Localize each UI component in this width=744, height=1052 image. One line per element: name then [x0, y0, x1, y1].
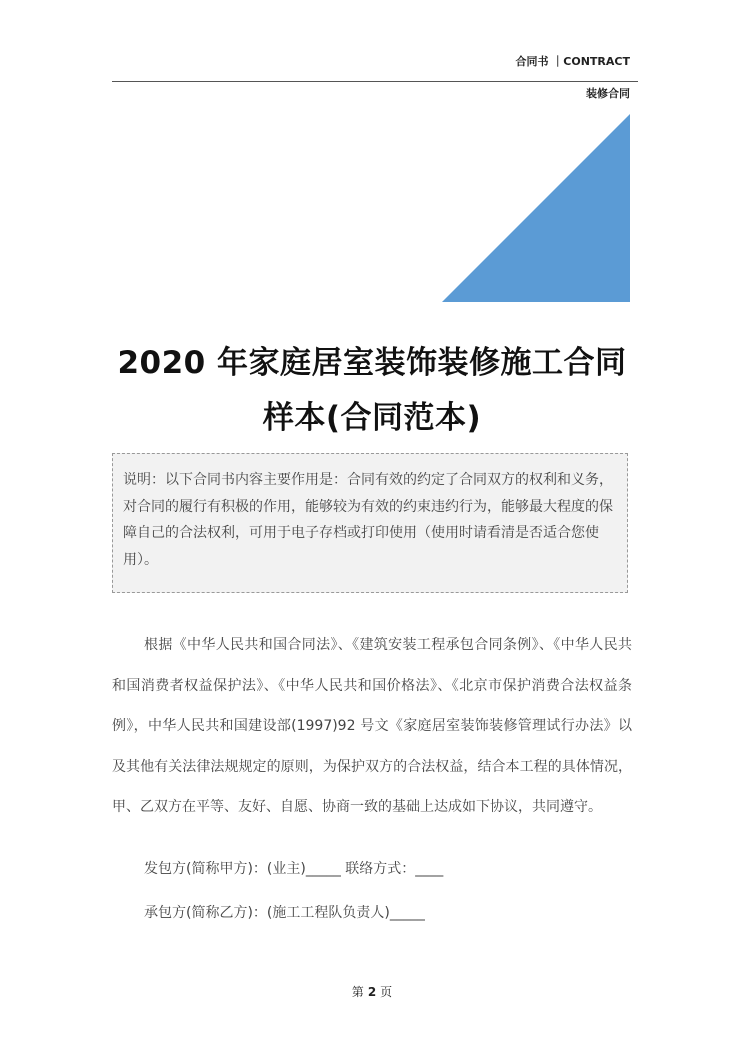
header-contract-label: 合同书 ｜CONTRACT: [515, 55, 630, 68]
title-line-2: 样本(合同范本): [262, 400, 482, 436]
header-divider: [112, 81, 638, 82]
note-box: [112, 453, 628, 593]
decorative-triangle: [442, 114, 630, 302]
contract-body: [112, 625, 632, 828]
footer-suffix: 页: [380, 985, 393, 999]
note-text: 说明：以下合同书内容主要作用是：合同有效的约定了合同双方的权利和义务，对合同的履行有积极的作用，能够较为有效的约束违约行为，能够最大程度的保障自己的合法权利，可用于电子存档或打印使用（使用时请看清是否适合您使用）。: [123, 472, 613, 568]
party-b-line: 承包方(简称乙方)：(施工工程队负责人)_____: [144, 905, 425, 921]
footer-prefix: 第: [351, 985, 364, 999]
title-line-1: 2020 年家庭居室装饰装修施工合同: [117, 345, 627, 381]
party-a-line: 发包方(简称甲方)：(业主)_____ 联络方式：____: [144, 861, 444, 877]
header-category-label: 装修合同: [586, 87, 630, 100]
page-number: 2: [367, 985, 377, 999]
preamble-paragraph: 根据《中华人民共和国合同法》、《建筑安装工程承包合同条例》、《中华人民共和国消费者权益保护法》、《中华人民共和国价格法》、《北京市保护消费合法权益条例》，中华人民共和国建设部(1997)92 号文《家庭居室装饰装修管理试行办法》以及其他有关法律法规规定的原则，为保护双方的合法权益，结合本工程的具体情况，甲、乙双方在平等、友好、自愿、协商一致的基础上达成如下协议，共同遵守。: [112, 637, 632, 815]
document-title: [60, 336, 684, 446]
page-footer: [0, 983, 744, 1000]
